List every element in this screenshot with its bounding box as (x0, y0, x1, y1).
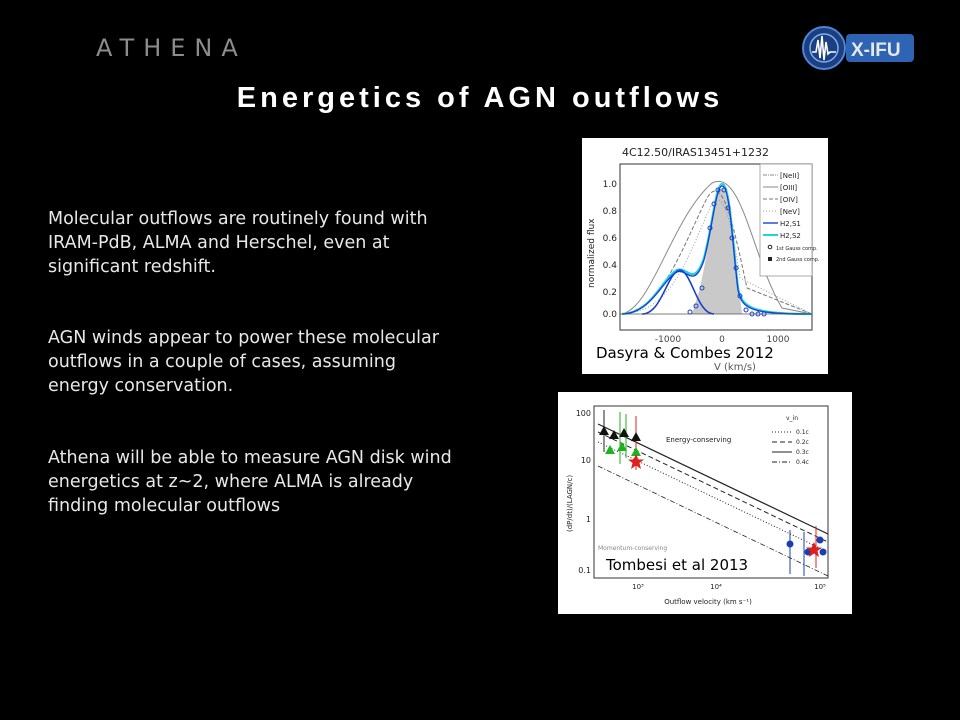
paragraph-2: AGN winds appear to power these molecular outflows in a couple of cases, assuming energy conservation. (48, 328, 439, 396)
fig2-ytick: 100 (575, 409, 591, 418)
fig1-ytick: 0.8 (602, 207, 617, 217)
fig2-legend-item: 0.1c (796, 429, 809, 436)
fig1-legend-item: H2,S1 (780, 220, 801, 228)
fig2-points (599, 426, 827, 557)
paragraph-1: Molecular outflows are routinely found with IRAM-PdB, ALMA and Herschel, even at significant redshift. (48, 209, 428, 277)
fig1-ytick: 0.4 (602, 261, 617, 271)
fig1-legend-item: [OIII] (780, 184, 798, 192)
fig2-ytick: 10 (580, 456, 591, 465)
figure-momentum-rate (558, 392, 852, 614)
fig2-line-01c (598, 442, 828, 552)
fig1-legend-item: [NeII] (780, 172, 800, 180)
athena-brand: ATHENA (96, 34, 247, 62)
fig2-caption: Tombesi et al 2013 (606, 556, 749, 574)
fig1-legend-item: [NeV] (780, 208, 800, 216)
fig2-legend-item: 0.2c (796, 439, 809, 446)
fig1-legend-item: 2nd Gauss comp. (776, 257, 820, 263)
fig2-label-energy: Energy-conserving (666, 436, 732, 444)
page-title: Energetics of AGN outflows (236, 82, 724, 114)
x-ifu-logo (800, 22, 918, 74)
fig1-caption: Dasyra & Combes 2012 (596, 344, 774, 362)
figure-line-profiles (582, 138, 828, 374)
fig2-xtick: 10⁴ (710, 583, 722, 591)
fig2-xtick: 10⁵ (814, 583, 826, 591)
fig1-xlabel: V (km/s) (714, 362, 756, 373)
fig1-xtick: 1000 (766, 335, 790, 345)
fig2-ylabel: (dP/dt)/(LAGN/c) (566, 474, 574, 532)
fig2-ytick: 0.1 (578, 566, 591, 575)
fig1-ylabel: normalized flux (587, 218, 597, 288)
fig1-legend-item: 1st Gauss comp. (776, 246, 818, 252)
paragraph-3: Athena will be able to measure AGN disk wind energetics at z~2, where ALMA is already finding molecular outflows (48, 448, 452, 516)
fig1-xtick: -1000 (654, 335, 682, 345)
fig2-legend-item: 0.4c (796, 459, 809, 466)
logo-text: X-IFU (851, 40, 901, 61)
fig2-label-momentum: Momentum-conserving (598, 545, 668, 552)
fig2-legend-item: 0.3c (796, 449, 809, 456)
fig1-legend-item: [OIV] (780, 196, 798, 204)
fig1-plot-title: 4C12.50/IRAS13451+1232 (622, 146, 770, 159)
fig2-legend-title: v_in (786, 415, 799, 422)
fig1-ytick: 0.2 (602, 288, 617, 298)
fig2-ytick: 1 (585, 515, 591, 524)
fig2-line-02c (598, 432, 828, 542)
fig1-ytick: 0.0 (602, 310, 617, 320)
fig2-xlabel: Outflow velocity (km s⁻¹) (664, 598, 752, 606)
fig1-legend-item: H2,S2 (780, 232, 801, 240)
fig2-frame (594, 406, 828, 578)
fig1-ytick: 0.6 (602, 234, 617, 244)
x-ifu-logo-icon (800, 22, 918, 74)
fig2-xtick: 10³ (632, 583, 644, 591)
fig1-ytick: 1.0 (602, 180, 617, 190)
fig1-xtick: 0 (719, 335, 725, 345)
